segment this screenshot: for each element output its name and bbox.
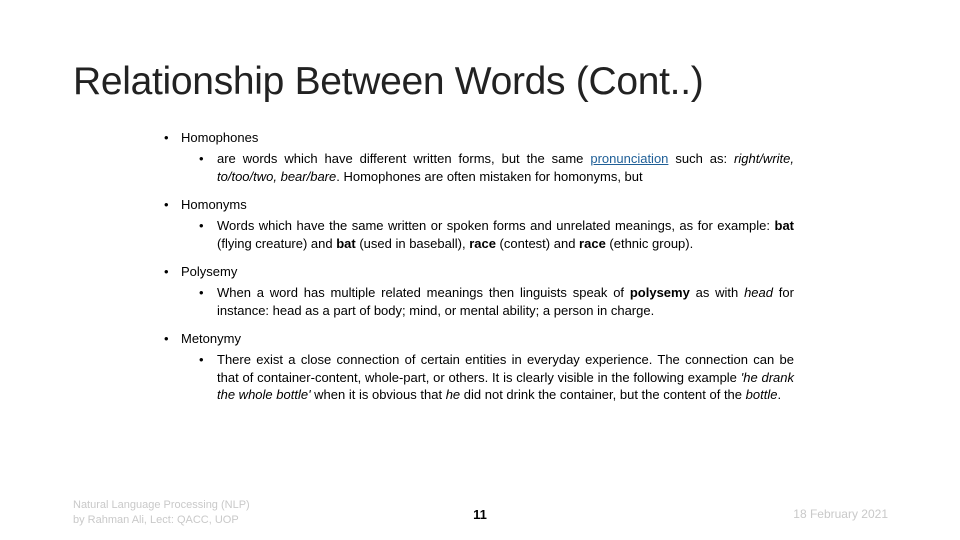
text-run: such as: [668, 151, 735, 166]
bullet-icon: • [164, 197, 169, 212]
bold-run: bat [774, 218, 794, 233]
text-run: . Homophones are often mistaken for homonyms, but [336, 168, 643, 184]
bullet-icon: • [199, 285, 204, 300]
text-run: (contest) and [495, 235, 580, 251]
bold-run: race [469, 235, 496, 251]
sub-bullet [164, 150, 794, 185]
text-run: (flying creature) and [217, 235, 337, 251]
text-run: . [777, 387, 782, 402]
italic-run: 'he drank the whole bottle' [217, 369, 795, 402]
bullet-icon: • [164, 264, 169, 279]
bold-run: race [579, 235, 606, 251]
italic-run: bottle [745, 387, 778, 402]
text-run: when it is obvious that [310, 387, 446, 402]
text-run: did not drink the container, but the content of the [460, 387, 746, 402]
italic-run: he [445, 387, 461, 402]
text-run: When a word has multiple related meanings then linguists speak of [217, 285, 630, 300]
text-run: There exist a close connection of certain entities in everyday experience. The connection can be that of container-content, whole-part, or others. It is clearly visible in the following example [217, 352, 794, 385]
italic-run: right/write, to/too/two, bear/bare [217, 151, 794, 184]
text-run: (used in baseball), [355, 235, 470, 251]
list-item-homophones [164, 129, 794, 185]
list-item-polysemy [164, 263, 794, 319]
text-run: as with [689, 285, 745, 300]
bullet-icon: • [164, 331, 169, 346]
list-item-metonymy [164, 330, 794, 404]
text-run: (ethnic group). [605, 235, 694, 251]
heading-text: Homophones [181, 130, 259, 145]
sub-bullet [164, 351, 794, 404]
bullet-heading [164, 330, 794, 348]
footer-date: 18 February 2021 [793, 507, 888, 521]
footer-line: Natural Language Processing (NLP) [73, 499, 250, 511]
list-item-homonyms [164, 196, 794, 252]
heading-text: Polysemy [181, 264, 238, 279]
sub-bullet [164, 217, 794, 252]
sub-bullet [164, 284, 794, 319]
bullet-icon: • [199, 218, 204, 233]
italic-run: head [744, 285, 773, 300]
footer-line: by Rahman Ali, Lect: QACC, UOP [73, 514, 239, 526]
slide-content [164, 129, 794, 415]
slide-title: Relationship Between Words (Cont..) [73, 60, 704, 103]
page-number: 11 [473, 507, 487, 522]
bold-run: bat [336, 235, 356, 251]
bold-run: polysemy [629, 285, 690, 300]
text-run: for instance: head as a part of body; mind, or mental ability; a person in charge. [217, 285, 794, 318]
heading-text: Homonyms [181, 197, 247, 212]
bullet-heading [164, 263, 794, 281]
text-run: are words which have different written forms, but the same [217, 151, 591, 166]
bullet-heading [164, 196, 794, 214]
bullet-icon: • [199, 352, 204, 367]
heading-text: Metonymy [181, 331, 241, 346]
text-run: Words which have the same written or spoken forms and unrelated meanings, as for example: [217, 218, 775, 233]
bullet-icon: • [164, 130, 169, 145]
pronunciation-link[interactable]: pronunciation [590, 151, 669, 166]
bullet-icon: • [199, 151, 204, 166]
bullet-heading [164, 129, 794, 147]
footer-course-info [73, 498, 283, 528]
